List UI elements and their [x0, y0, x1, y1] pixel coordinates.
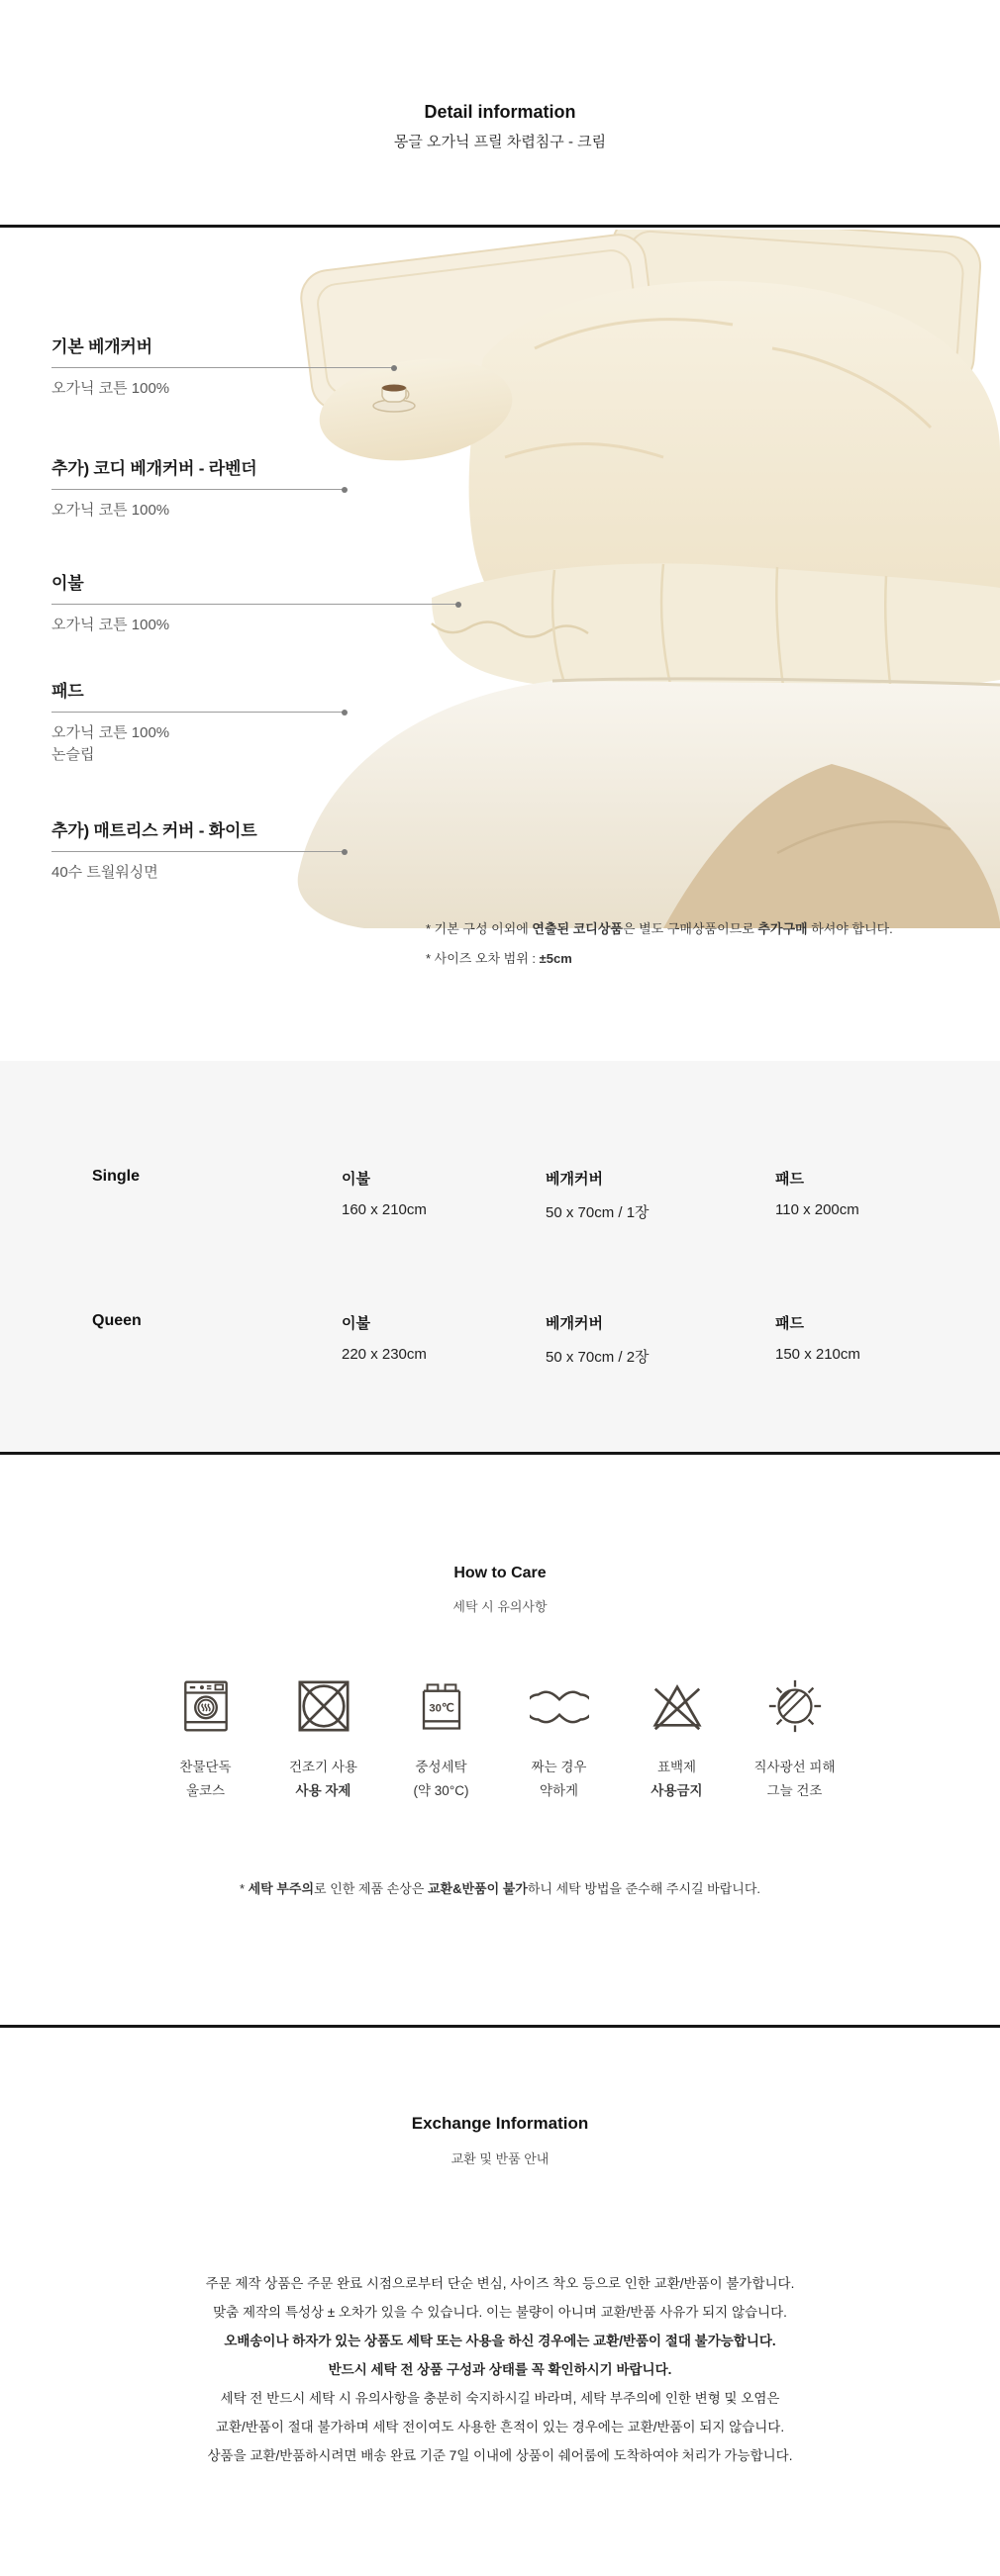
note-size-tolerance: * 사이즈 오차 범위 : ±5cm — [426, 951, 572, 966]
svg-text:30℃: 30℃ — [428, 1702, 454, 1715]
exchange-divider — [0, 2025, 1000, 2028]
care-item-neutral-wash — [394, 1676, 489, 1803]
spec-mattress-cover — [51, 816, 345, 884]
spec-detail: 오가닉 코튼 100% — [51, 617, 170, 633]
leader-line — [51, 712, 345, 713]
cell-value: 110 x 200cm — [775, 1201, 859, 1218]
care-caption: 찬물단독 울코스 — [179, 1760, 232, 1798]
policy-line: 교환/반품이 절대 불가하며 세탁 전이여도 사용한 흔적이 있는 경우에는 교환/반품이 되지 않습니다. — [215, 2420, 785, 2434]
care-icons-row — [0, 1676, 1000, 1803]
table-cell — [775, 1312, 860, 1363]
cell-value: 220 x 230cm — [342, 1346, 427, 1363]
leader-dot — [342, 849, 348, 855]
no-tumble-dry-icon — [295, 1676, 352, 1736]
size-table — [0, 1061, 1000, 1455]
leader-dot — [342, 487, 348, 493]
table-cell — [775, 1168, 859, 1218]
exchange-section-title: Exchange Information — [411, 2114, 589, 2133]
care-caption: 짜는 경우 약하게 — [531, 1760, 587, 1798]
care-item-no-bleach — [630, 1676, 725, 1803]
spec-pad — [51, 677, 345, 766]
spec-detail: 오가닉 코튼 100% — [51, 380, 170, 397]
cell-value: 150 x 210cm — [775, 1346, 860, 1363]
column-header: 이불 — [342, 1315, 370, 1332]
shade-dry-icon — [765, 1676, 825, 1736]
spec-name: 기본 베개커버 — [51, 337, 152, 356]
care-warning-note: * 세탁 부주의로 인한 제품 손상은 교환&반품이 불가하니 세탁 방법을 준수해 주시길 바랍니다. — [239, 1881, 761, 1896]
washing-machine-icon — [179, 1676, 233, 1736]
care-item-shade-dry — [748, 1676, 843, 1803]
spec-name: 추가) 코디 베개커버 - 라벤더 — [51, 459, 257, 478]
purchase-notes — [426, 914, 893, 974]
spec-name: 패드 — [51, 682, 84, 701]
no-bleach-icon — [649, 1676, 706, 1736]
exchange-policy-text — [0, 2269, 1000, 2470]
top-divider — [0, 225, 1000, 228]
policy-line: 주문 제작 상품은 주문 완료 시점으로부터 단순 변심, 사이즈 착오 등으로 인한 교환/반품이 불가합니다. — [205, 2276, 795, 2291]
size-label: Single — [92, 1168, 141, 1185]
pad — [432, 563, 1000, 695]
column-header: 베개커버 — [546, 1315, 603, 1332]
table-cell — [546, 1168, 650, 1222]
spec-pillowcase-addon — [51, 454, 345, 522]
column-header: 패드 — [775, 1315, 804, 1332]
cell-value: 50 x 70cm / 1장 — [546, 1204, 650, 1221]
leader-dot — [391, 365, 397, 371]
column-header: 패드 — [775, 1171, 804, 1188]
page-title: Detail information — [424, 102, 576, 122]
spec-pillowcase-basic — [51, 333, 394, 400]
care-section-subtitle: 세탁 시 유의사항 — [452, 1599, 548, 1614]
spec-detail: 오가닉 코튼 100% — [51, 502, 170, 519]
spec-detail: 논슬립 — [51, 746, 95, 763]
care-section-title: How to Care — [453, 1565, 547, 1581]
policy-line: 맞춤 제작의 특성상 ± 오차가 있을 수 있습니다. 이는 불량이 아니며 교환/반품 사유가 되지 않습니다. — [213, 2305, 787, 2320]
leader-dot — [455, 602, 461, 608]
table-cell — [342, 1168, 427, 1218]
column-header: 베개커버 — [546, 1171, 603, 1188]
policy-line: 세탁 전 반드시 세탁 시 유의사항을 충분히 숙지하시길 바라며, 세탁 부주의에 인한 변형 및 오염은 — [220, 2391, 780, 2406]
table-cell — [546, 1312, 650, 1367]
policy-line: 상품을 교환/반품하시려면 배송 완료 기준 7일 이내에 상품이 쉐어룸에 도착하여야 처리가 가능합니다. — [207, 2448, 793, 2463]
table-cell — [342, 1312, 427, 1363]
cell-value: 160 x 210cm — [342, 1201, 427, 1218]
leader-line — [51, 489, 345, 490]
gentle-wring-icon — [530, 1676, 589, 1736]
care-caption: 건조기 사용 사용 자제 — [289, 1760, 357, 1798]
leader-dot — [342, 710, 348, 716]
spec-name: 추가) 매트리스 커버 - 화이트 — [51, 821, 257, 840]
spec-detail: 오가닉 코튼 100% — [51, 724, 170, 741]
care-caption: 직사광선 피해 그늘 건조 — [753, 1760, 836, 1798]
spec-comforter — [51, 569, 458, 636]
neutral-wash-30c-icon — [415, 1676, 468, 1736]
size-label: Queen — [92, 1312, 142, 1329]
care-item-no-dryer — [276, 1676, 371, 1803]
note-extra-purchase: * 기본 구성 이외에 연출된 코디상품은 별도 구매상품이므로 추가구매 하셔야 합니다. — [426, 921, 893, 936]
care-caption: 중성세탁 (약 30°C) — [413, 1760, 469, 1798]
policy-line: 반드시 세탁 전 상품 구성과 상태를 꼭 확인하시기 바랍니다. — [328, 2362, 672, 2377]
cell-value: 50 x 70cm / 2장 — [546, 1349, 650, 1366]
spec-name: 이불 — [51, 574, 84, 593]
policy-line: 오배송이나 하자가 있는 상품도 세탁 또는 사용을 하신 경우에는 교환/반품이 절대 불가능합니다. — [224, 2334, 776, 2348]
care-item-wring — [512, 1676, 607, 1803]
leader-line — [51, 851, 345, 852]
exchange-section-subtitle: 교환 및 반품 안내 — [450, 2151, 550, 2166]
leader-line — [51, 604, 458, 605]
leader-line — [51, 367, 394, 368]
care-item-cold-wash — [158, 1676, 253, 1803]
product-name: 몽글 오가닉 프릴 차렵침구 - 크림 — [393, 134, 607, 150]
spec-detail: 40수 트월워싱면 — [51, 864, 158, 881]
care-caption: 표백제 사용금지 — [650, 1760, 703, 1798]
column-header: 이불 — [342, 1171, 370, 1188]
